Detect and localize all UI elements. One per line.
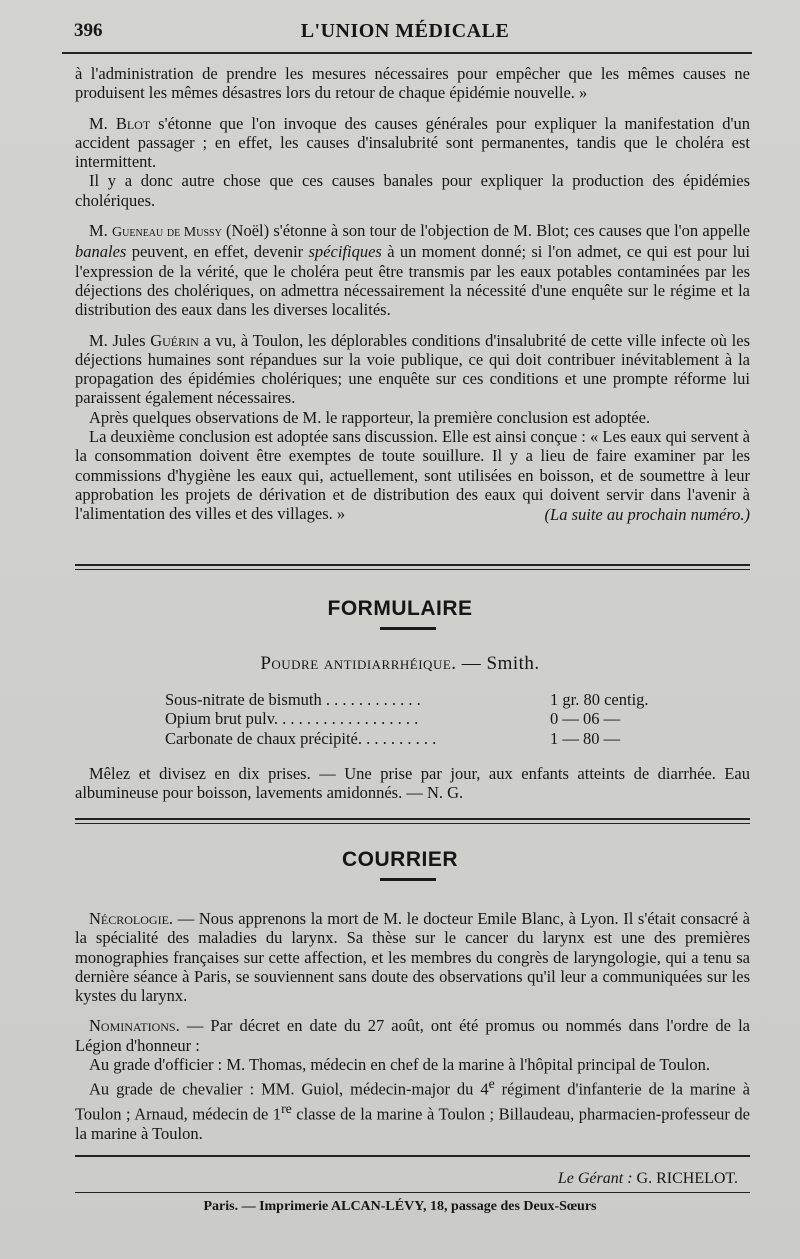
- article-body: [75, 64, 750, 524]
- formula-instructions: Mêlez et divisez en dix prises. — Une prise par jour, aux enfants atteints de diarrhée. Eau albumineuse pour boisson, lavements amidonnés. — N. G.: [75, 764, 750, 803]
- page-header: [60, 20, 750, 50]
- nominations-paragraph: Nominations. — Par décret en date du 27 août, ont été promus ou nommés dans l'ordre de la Légion d'honneur :: [75, 1016, 750, 1055]
- article-paragraph: M. Gueneau de Mussy (Noël) s'étonne à son tour de l'objection de M. Blot; ces causes que l'on appelle banales peuvent, en effet, devenir spécifiques à un moment donné; si l'on admet, ce qui est pour lui l'expression de la vérité, que le choléra peut être transmis par les eaux potables contaminées par les déjections des cholériques, on admettra nécessairement la nécessité d'une enquête sur le régime et la distribution des eaux dans les diverses localités.: [75, 221, 751, 320]
- ingredient-quantity: 1 — 80 —: [550, 728, 621, 748]
- article-paragraph: M. Jules Guérin a vu, à Toulon, les déplorables conditions d'insalubrité de cette ville infecte où les déjections humaines sont répandues sur la voie publique, ce qui doit contribuer inévitablement à la propagation des épidémies cholériques; une enquête sur ces conditions et une prompte réforme lui paraissent également nécessaires.: [75, 330, 750, 408]
- section-divider: [75, 823, 750, 824]
- section-divider: [75, 569, 750, 570]
- officier-paragraph: Au grade d'officier : M. Thomas, médecin en chef de la marine à l'hôpital principal de Toulon.: [89, 1055, 711, 1075]
- journal-title: L'UNION MÉDICALE: [300, 20, 510, 42]
- nominations-label: Nominations.: [89, 1016, 180, 1036]
- speaker-name: Guérin: [150, 330, 199, 350]
- footer-rule: [75, 1155, 750, 1157]
- title-underline: [380, 878, 436, 881]
- ingredient-row: [165, 729, 685, 748]
- ingredient-list: [165, 690, 685, 748]
- ingredient-row: [165, 690, 685, 709]
- ingredient-quantity: 0 — 06 —: [550, 709, 621, 729]
- article-paragraph: La deuxième conclusion est adoptée sans discussion. Elle est ainsi conçue : « Les eaux qui servent à la consommation doivent être exemptes de toute souillure. Il y a lieu de faire examiner par les commissions d'hygiène les eaux qui, actuellement, sont utilisées en boisson, et de soumettre à leur approbation les projets de dérivation et de distribution des eaux qui doivent servir dans l'avenir à l'alimentation des villes et des villages. »: [75, 427, 750, 524]
- courrier-body: [75, 909, 750, 1143]
- article-paragraph: à l'administration de prendre les mesures nécessaires pour empêcher que les mêmes causes ne produisent les mêmes désastres lors du retour de chaque épidémie nouvelle. »: [75, 64, 750, 103]
- speaker-name: Gueneau de Mussy: [112, 225, 222, 241]
- article-paragraph: Il y a donc autre chose que ces causes banales pour expliquer la production des épidémies cholériques.: [75, 171, 750, 210]
- section-divider: [75, 564, 750, 566]
- title-underline: [380, 627, 436, 630]
- formulaire-title: FORMULAIRE: [327, 597, 473, 620]
- courrier-title: COURRIER: [341, 848, 458, 871]
- header-rule: [62, 52, 752, 54]
- ingredient-quantity: 1 gr. 80 centig.: [550, 690, 649, 709]
- page-number: 396: [74, 20, 103, 41]
- article-paragraph: Après quelques observations de M. le rapporteur, la première conclusion est adoptée.: [89, 407, 651, 427]
- gerant-signature: Le Gérant : G. RICHELOT.: [557, 1170, 738, 1187]
- article-paragraph: M. Blot s'étonne que l'on invoque des causes générales pour expliquer la manifestation d'un accident passager ; en effet, les causes d'insalubrité sont permanentes, tandis que le choléra est intermittent.: [75, 113, 751, 172]
- imprint-line: Paris. — Imprimerie ALCAN-LÉVY, 18, passage des Deux-Sœurs: [203, 1199, 597, 1214]
- necrologie-paragraph: Nécrologie. — Nous apprenons la mort de M. le docteur Emile Blanc, à Lyon. Il s'était consacré à la spécialité des maladies du larynx. Sa thèse sur le cancer du larynx est une des premières monographies françaises sur cette affection, et les membres du congrès de laryngologie, qui a tenu sa dernière séance à Paris, se souviennent sans doute des observations qu'il leur a communiquées sur les kystes du larynx.: [75, 909, 751, 1006]
- continuation-note: (La suite au prochain numéro.): [544, 504, 750, 524]
- section-divider: [75, 818, 750, 820]
- ingredient-name: Carbonate de chaux précipité. . . . . . . . . .: [165, 728, 437, 748]
- chevalier-paragraph: Au grade de chevalier : MM. Guiol, médecin-major du 4e régiment d'infanterie de la marine à Toulon ; Arnaud, médecin de 1re classe de la marine à Toulon ; Billaudeau, pharmacien-professeur de la marine à Toulon.: [75, 1076, 751, 1143]
- ingredient-row: [165, 709, 685, 728]
- formula-heading: Poudre antidiarrhéique. — Smith.: [260, 653, 540, 674]
- imprint-rule: [75, 1192, 750, 1193]
- ingredient-name: Sous-nitrate de bismuth . . . . . . . . . . . .: [165, 690, 421, 709]
- speaker-name: Blot: [115, 113, 151, 133]
- ingredient-name: Opium brut pulv. . . . . . . . . . . . . . . . . .: [165, 709, 419, 729]
- necrologie-label: Nécrologie.: [89, 909, 174, 928]
